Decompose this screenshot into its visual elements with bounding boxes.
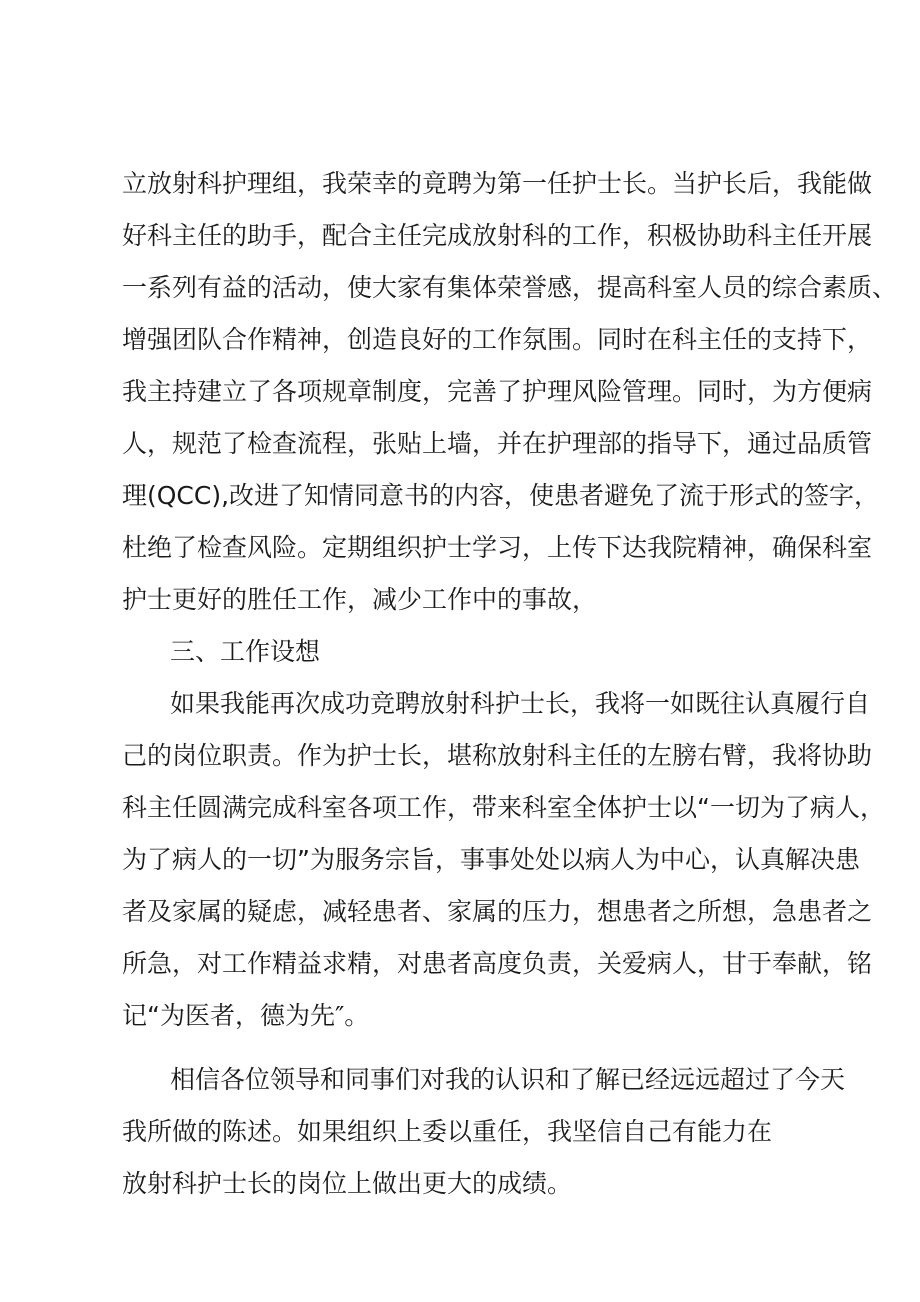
text-line: 所急，对工作精益求精，对患者高度负责，关爱病人，甘于奉献，铭 bbox=[122, 949, 873, 978]
text-line: 我所做的陈述。如果组织上委以重任，我坚信自己有能力在 bbox=[122, 1117, 773, 1146]
text-line: 科主任圆满完成科室各项工作，带来科室全体护士以“一切为了病人， bbox=[122, 793, 885, 822]
text-line: 者及家属的疑虑，减轻患者、家属的压力，想患者之所想，急患者之 bbox=[122, 897, 873, 926]
text-line: 己的岗位职责。作为护士长，堪称放射科主任的左膀右臂，我将协助 bbox=[122, 741, 873, 770]
text-line: 相信各位领导和同事们对我的认识和了解已经远远超过了今天 bbox=[170, 1065, 846, 1094]
text-line: 记“为医者，德为先″。 bbox=[122, 1001, 370, 1030]
text-line: 理(QCC),改进了知情同意书的内容，使患者避免了流于形式的签字， bbox=[122, 481, 880, 510]
text-line: 立放射科护理组，我荣幸的竟聘为第一任护士长。当护长后，我能做 bbox=[122, 169, 873, 198]
text-line: 一系列有益的活动，使大家有集体荣誉感，提高科室人员的综合素质、 bbox=[122, 273, 898, 302]
text-line: 好科主任的助手，配合主任完成放射科的工作，积极协助科主任开展 bbox=[122, 221, 873, 250]
section-heading: 三、工作设想 bbox=[170, 637, 321, 666]
text-line: 护士更好的胜任工作，减少工作中的事故， bbox=[122, 585, 598, 614]
text-line: 增强团队合作精神，创造良好的工作氛围。同时在科主任的支持下， bbox=[122, 325, 873, 354]
text-line: 放射科护士长的岗位上做出更大的成绩。 bbox=[122, 1169, 573, 1198]
text-line: 为了病人的一切”为服务宗旨，事事处处以病人为中心，认真解决患 bbox=[122, 845, 860, 874]
text-line: 杜绝了检查风险。定期组织护士学习，上传下达我院精神，确保科室 bbox=[122, 533, 873, 562]
text-line: 人，规范了检查流程，张贴上墙，并在护理部的指导下，通过品质管 bbox=[122, 429, 873, 458]
text-line: 如果我能再次成功竞聘放射科护士长，我将一如既往认真履行自 bbox=[170, 689, 871, 718]
text-line: 我主持建立了各项规章制度，完善了护理风险管理。同时，为方便病 bbox=[122, 377, 873, 406]
